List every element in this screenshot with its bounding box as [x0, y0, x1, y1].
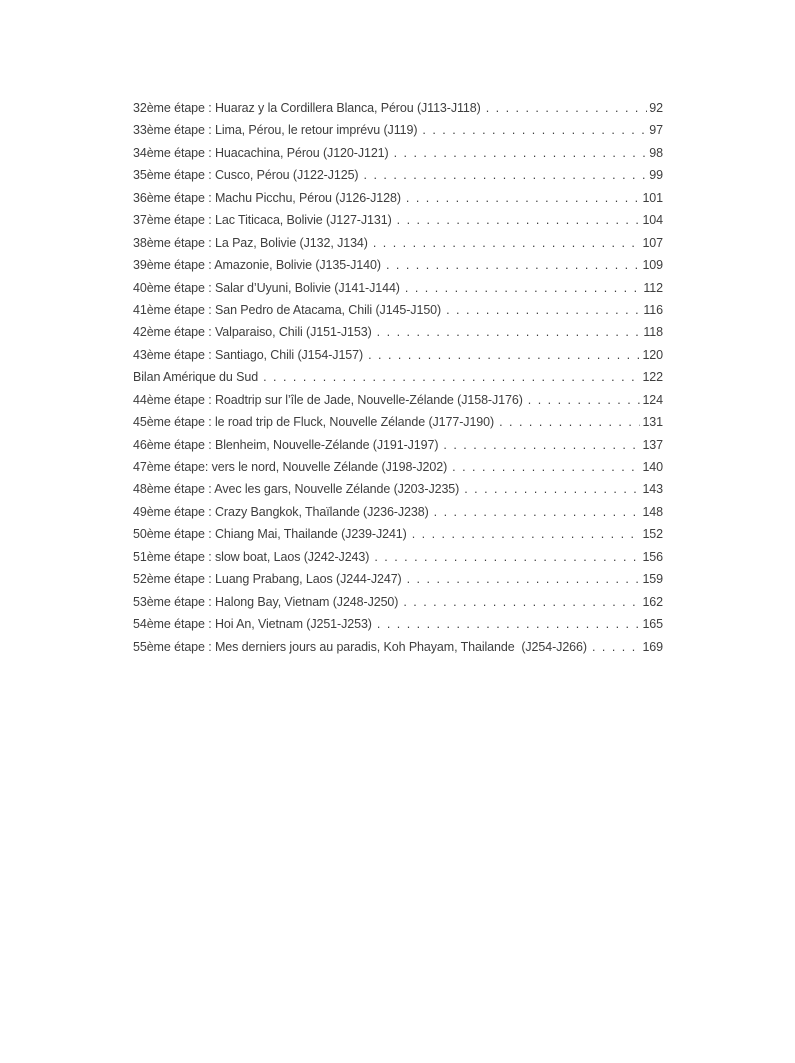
toc-dot-leader [412, 523, 641, 545]
toc-entry-page-number: 92 [649, 101, 663, 115]
toc-dot-leader [263, 366, 640, 388]
toc-dot-leader [373, 232, 641, 254]
toc-entry-label: 44ème étape : Roadtrip sur l’île de Jade, Nouvelle-Zélande (J158-J176) [133, 392, 523, 407]
toc-dot-leader [377, 613, 641, 635]
toc-dot-leader [486, 97, 648, 119]
toc-dot-leader [452, 456, 640, 478]
toc-entry-page-number: 109 [642, 258, 663, 273]
toc-entry-row [133, 277, 663, 299]
toc-entry-label: 38ème étape : La Paz, Bolivie (J132, J134) [133, 235, 368, 250]
toc-entry-label: 43ème étape : Santiago, Chili (J154-J157) [133, 347, 364, 362]
toc-entry-label: 53ème étape : Halong Bay, Vietnam (J248-J250) [133, 594, 399, 609]
toc-entry-label: 34ème étape : Huacachina, Pérou (J120-J121) [133, 145, 389, 160]
toc-entry-page-number: 101 [642, 190, 663, 205]
toc-entry-row [133, 523, 663, 545]
table-of-contents [133, 97, 663, 658]
toc-entry-label: 49ème étape : Crazy Bangkok, Thaïlande (J236-J238) [133, 504, 429, 519]
toc-dot-leader [386, 254, 641, 276]
toc-entry-row [133, 478, 663, 500]
toc-entry-page-number: 118 [643, 325, 663, 340]
toc-entry-page-number: 120 [642, 347, 663, 362]
toc-entry-page-number: 152 [642, 527, 663, 542]
toc-entry-label: 40ème étape : Salar d’Uyuni, Bolivie (J141-J144) [133, 280, 400, 295]
toc-entry-label: 48ème étape : Avec les gars, Nouvelle Zélande (J203-J235) [133, 482, 460, 497]
toc-dot-leader [434, 501, 641, 523]
toc-entry-label: 51ème étape : slow boat, Laos (J242-J243) [133, 549, 370, 564]
toc-entry-label: 55ème étape : Mes derniers jours au paradis, Koh Phayam, Thailande (J254-J266) [133, 639, 587, 654]
toc-entry-label: 37ème étape : Lac Titicaca, Bolivie (J127-J131) [133, 213, 392, 228]
toc-dot-leader [443, 434, 640, 456]
toc-entry-label: 47ème étape: vers le nord, Nouvelle Zélande (J198-J202) [133, 460, 448, 474]
toc-entry-row [133, 142, 663, 164]
toc-dot-leader [403, 591, 640, 613]
toc-dot-leader [446, 299, 641, 321]
toc-entry-page-number: 116 [643, 302, 663, 317]
toc-entry-page-number: 112 [643, 280, 663, 295]
toc-entry-label: 36ème étape : Machu Picchu, Pérou (J126-J128) [133, 190, 401, 205]
toc-entry-page-number: 107 [642, 235, 663, 250]
toc-entry-row [133, 344, 663, 366]
toc-entry-page-number: 122 [642, 370, 663, 385]
toc-entry-row [133, 546, 663, 568]
toc-entry-label: 39ème étape : Amazonie, Bolivie (J135-J140) [133, 258, 381, 273]
toc-entry-row [133, 501, 663, 523]
toc-entry-page-number: 169 [642, 639, 663, 654]
toc-entry-label: 41ème étape : San Pedro de Atacama, Chili (J145-J150) [133, 302, 442, 317]
toc-entry-page-number: 137 [642, 437, 663, 452]
toc-entry-page-number: 98 [649, 145, 663, 160]
toc-entry-page-number: 162 [642, 594, 663, 609]
toc-entry-label: 50ème étape : Chiang Mai, Thailande (J239-J241) [133, 527, 407, 542]
toc-entry-page-number: 124 [642, 392, 663, 407]
toc-dot-leader [368, 344, 640, 366]
toc-entry-row [133, 568, 663, 590]
toc-dot-leader [406, 187, 641, 209]
toc-entry-page-number: 165 [642, 617, 663, 632]
toc-dot-leader [377, 321, 642, 343]
toc-entry-page-number: 143 [642, 482, 663, 497]
toc-entry-row [133, 366, 663, 388]
toc-entry-label: 54ème étape : Hoi An, Vietnam (J251-J253) [133, 617, 372, 632]
toc-entry-row [133, 164, 663, 186]
toc-entry-row [133, 232, 663, 254]
toc-entry-page-number: 97 [649, 123, 663, 138]
toc-entry-page-number: 99 [649, 168, 663, 183]
toc-entry-row [133, 389, 663, 411]
toc-entry-row [133, 456, 663, 478]
toc-entry-row [133, 636, 663, 658]
toc-entry-label: 35ème étape : Cusco, Pérou (J122-J125) [133, 168, 359, 183]
toc-entry-page-number: 140 [642, 460, 663, 474]
toc-entry-label: 45ème étape : le road trip de Fluck, Nouvelle Zélande (J177-J190) [133, 415, 495, 430]
toc-dot-leader [422, 119, 647, 141]
toc-entry-page-number: 131 [642, 415, 663, 430]
toc-dot-leader [364, 164, 648, 186]
toc-entry-row [133, 613, 663, 635]
toc-entry-label: 52ème étape : Luang Prabang, Laos (J244-J247) [133, 572, 402, 587]
toc-dot-leader [407, 568, 641, 590]
toc-entry-label: 32ème étape : Huaraz y la Cordillera Blanca, Pérou (J113-J118) [133, 101, 481, 115]
toc-entry-row [133, 97, 663, 119]
toc-entry-page-number: 156 [642, 549, 663, 564]
toc-entry-row [133, 591, 663, 613]
toc-entry-page-number: 159 [642, 572, 663, 587]
toc-dot-leader [528, 389, 641, 411]
toc-dot-leader [405, 277, 641, 299]
toc-entry-label: 42ème étape : Valparaiso, Chili (J151-J153) [133, 325, 372, 340]
toc-entry-label: 46ème étape : Blenheim, Nouvelle-Zélande (J191-J197) [133, 437, 439, 452]
toc-dot-leader [397, 209, 641, 231]
toc-entry-row [133, 254, 663, 276]
toc-entry-page-number: 104 [642, 213, 663, 228]
toc-entry-page-number: 148 [642, 504, 663, 519]
toc-entry-row [133, 119, 663, 141]
toc-entry-label: Bilan Amérique du Sud [133, 370, 259, 385]
toc-entry-label: 33ème étape : Lima, Pérou, le retour imprévu (J119) [133, 123, 418, 138]
toc-entry-row [133, 321, 663, 343]
toc-entry-row [133, 209, 663, 231]
toc-dot-leader [374, 546, 640, 568]
toc-entry-row [133, 299, 663, 321]
toc-dot-leader [499, 411, 640, 433]
toc-entry-row [133, 434, 663, 456]
toc-entry-row [133, 411, 663, 433]
toc-dot-leader [394, 142, 648, 164]
toc-dot-leader [592, 636, 641, 658]
toc-dot-leader [464, 478, 640, 500]
toc-entry-row [133, 187, 663, 209]
